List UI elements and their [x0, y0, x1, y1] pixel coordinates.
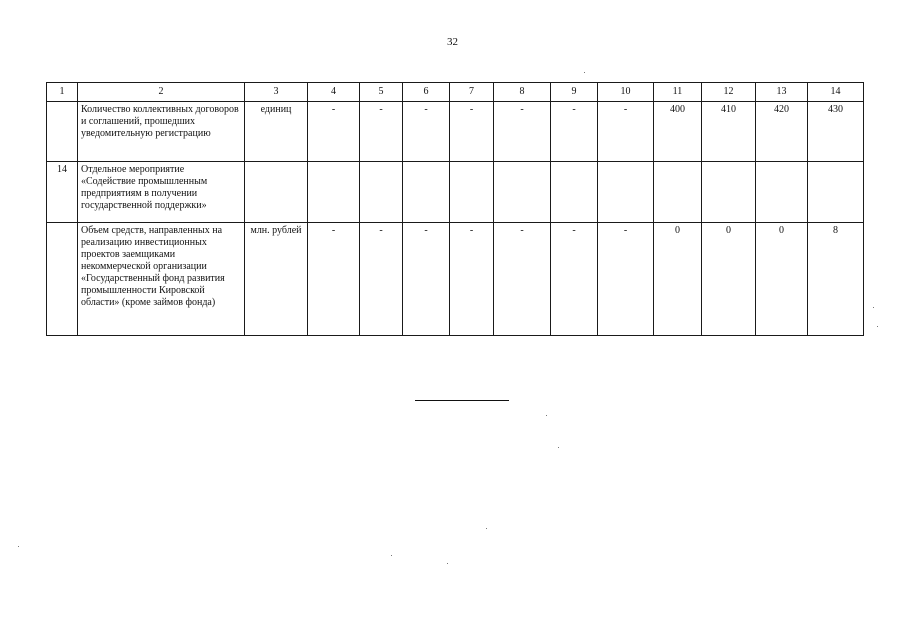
value-cell [308, 162, 360, 223]
unit-cell: единиц [245, 102, 308, 162]
table-row [47, 102, 864, 162]
value-cell: - [308, 102, 360, 162]
col-header-10: 10 [598, 83, 654, 102]
value-cell [702, 162, 756, 223]
value-cell: 430 [808, 102, 864, 162]
value-cell [360, 162, 403, 223]
col-header-4: 4 [308, 83, 360, 102]
page-number: 32 [447, 36, 458, 48]
indicator-name: Объем средств, направленных на реализацию инвестиционных проектов заемщиками некоммерческой организации «Государственный фонд развития промышленности Кировской области» (кроме займов фонда) [78, 223, 245, 336]
value-cell [598, 162, 654, 223]
value-cell: 410 [702, 102, 756, 162]
col-header-8: 8 [494, 83, 551, 102]
col-header-1: 1 [47, 83, 78, 102]
value-cell [551, 162, 598, 223]
value-cell: 400 [654, 102, 702, 162]
value-cell: - [308, 223, 360, 336]
value-cell [403, 162, 450, 223]
header-row [47, 83, 864, 102]
unit-cell: млн. рублей [245, 223, 308, 336]
scan-speck [391, 555, 392, 556]
col-header-7: 7 [450, 83, 494, 102]
value-cell: - [551, 102, 598, 162]
value-cell: 420 [756, 102, 808, 162]
value-cell: - [494, 102, 551, 162]
scan-speck [584, 72, 585, 73]
col-header-3: 3 [245, 83, 308, 102]
value-cell [494, 162, 551, 223]
scan-speck [877, 326, 878, 327]
value-cell: - [494, 223, 551, 336]
value-cell: - [403, 223, 450, 336]
value-cell: 8 [808, 223, 864, 336]
value-cell: - [598, 102, 654, 162]
value-cell: 0 [702, 223, 756, 336]
col-header-12: 12 [702, 83, 756, 102]
value-cell: - [360, 102, 403, 162]
value-cell: - [403, 102, 450, 162]
indicator-name: Количество коллективных договоров и соглашений, прошедших уведомительную регистрацию [78, 102, 245, 162]
end-of-document-rule [415, 400, 509, 401]
col-header-2: 2 [78, 83, 245, 102]
value-cell: - [450, 102, 494, 162]
col-header-14: 14 [808, 83, 864, 102]
value-cell: - [450, 223, 494, 336]
value-cell: 0 [654, 223, 702, 336]
indicator-name: Отдельное мероприятие «Содействие промышленным предприятиям в получении государственной поддержки» [78, 162, 245, 223]
value-cell: - [551, 223, 598, 336]
value-cell: - [598, 223, 654, 336]
value-cell [654, 162, 702, 223]
scan-speck [546, 415, 547, 416]
scan-speck [447, 563, 448, 564]
col-header-13: 13 [756, 83, 808, 102]
row-number [47, 102, 78, 162]
unit-cell [245, 162, 308, 223]
col-header-9: 9 [551, 83, 598, 102]
scan-speck [18, 546, 19, 547]
table-row [47, 162, 864, 223]
scan-speck [558, 447, 559, 448]
col-header-5: 5 [360, 83, 403, 102]
value-cell [808, 162, 864, 223]
col-header-11: 11 [654, 83, 702, 102]
value-cell: - [360, 223, 403, 336]
scan-speck [873, 307, 874, 308]
row-number [47, 223, 78, 336]
col-header-6: 6 [403, 83, 450, 102]
value-cell: 0 [756, 223, 808, 336]
table-row [47, 223, 864, 336]
value-cell [450, 162, 494, 223]
scan-speck [486, 528, 487, 529]
indicators-table [46, 82, 864, 336]
row-number: 14 [47, 162, 78, 223]
value-cell [756, 162, 808, 223]
